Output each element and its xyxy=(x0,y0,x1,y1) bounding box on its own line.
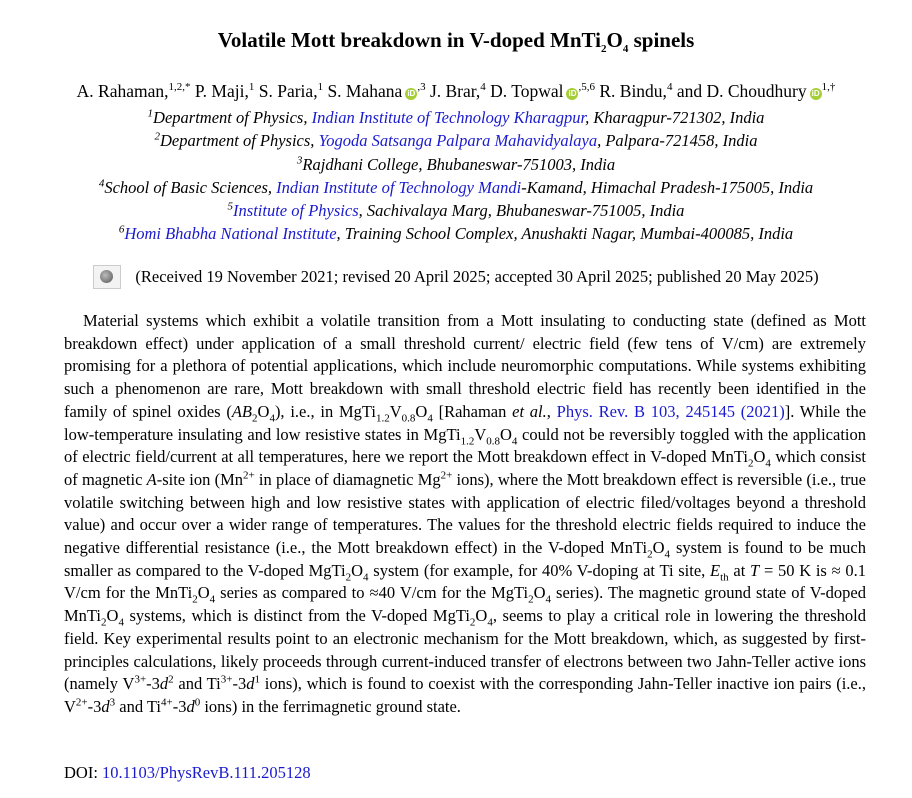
affiliation-link[interactable]: Homi Bhabha National Institute xyxy=(124,224,337,244)
affiliation: $^6$Homi Bhabha National Institute, Training School Complex, Anushakti Nagar, Mumbai-400085, India xyxy=(118,223,794,244)
affiliation-list xyxy=(0,106,912,246)
orcid-icon[interactable]: iD xyxy=(811,89,820,98)
author-list xyxy=(0,81,912,102)
author[interactable]: J. Brar,$^4$ xyxy=(429,81,486,101)
abstract: Material systems which exhibit a volatile transition from a Mott insulating to conducting state (defined as Mott breakdown effect) under application of a small threshold current/ electric field (few tens of V/cm) are extremely promising for a plethora of potential applications, which include neuromorphic computations. While systems exhibiting such a phenomenon are rare, Mott breakdown with small threshold electric field has recently been identified in the family of spinel oxides $(AB_2O_4)$, i.e., in $MgTi_{1.2}V_{0.8}O_4$ [Rahaman et al., Phys. Rev. B 103, 245145 (2021)]. While the low-temperature insulating and low resistive states in $MgTi_{1.2}V_{0.8}O_4$ could not be reversibly toggled with the application of electric field/current at all temperatures, here we report the Mott breakdown effect in V-doped $MnTi_2O_4$ which consist of magnetic A-site ion ($Mn^{2+}$ in place of diamagnetic $Mg^{2+}$ ions), where the Mott breakdown effect is reversible (i.e., true volatile switching between high and low resistive states with application of electric filed/voltages beyond a threshold value) and occur over a wider range of temperatures. The values for the threshold electric fields required to induce the negative differential resistance (i.e., the Mott breakdown effect) in the V-doped $MnTi_2O_4$ system is found to be much smaller as compared to the V-doped $MgTi_2O_4$ system (for example, for 40% V-doping at Ti site, $E_{th}$ at T = 50 K is ≈ 0.1 V/cm for the $MnTi_2O_4$ series as compared to ≈40 V/cm for the $MgTi_2O_4$ series). The magnetic ground state of V-doped $MnTi_2O_4$ systems, which is distinct from the V-doped $MgTi_2O_4$, seems to play a critical role in lowering the threshold field. Key experimental results point to an electronic mechanism for the Mott breakdown, which, as suggested by first-principles calculations, likely proceeds through current-induced transfer of electrons between two Jahn-Teller active ions (namely $V^{3+}-3d^2$ and $Ti^{3+}-3d^1$ ions), which is found to coexist with the corresponding Jahn-Teller inactive ion pairs (i.e., $V^{2+}-3d^3$ and $Ti^{4+}-3d^0$ ions) in the ferrimagnetic ground state. xyxy=(64,311,867,716)
affiliation: $^5$Institute of Physics, Sachivalaya Marg, Bhubaneswar-751005, India xyxy=(227,200,685,221)
author[interactable]: P. Maji,$^1$ xyxy=(194,81,255,101)
orcid-icon[interactable]: iD xyxy=(407,89,416,98)
affiliation-link[interactable]: Yogoda Satsanga Palpara Mahavidyalaya xyxy=(318,131,598,151)
affiliation-link[interactable]: Institute of Physics xyxy=(233,201,359,221)
crossmark-icon[interactable] xyxy=(93,265,121,289)
affiliation-link[interactable]: Indian Institute of Technology Kharagpur xyxy=(311,108,586,127)
affiliation-link[interactable]: Indian Institute of Technology Mandi xyxy=(276,177,522,197)
paper-title: Volatile Mott breakdown in V-doped $MnTi_2O_4$ spinels xyxy=(217,28,695,56)
doi-line: DOI: 10.1103/PhysRevB.111.205128 xyxy=(64,763,311,782)
affiliation: $^4$School of Basic Sciences, Indian Institute of Technology Mandi-Kamand, Himachal Pradesh-175005, India xyxy=(98,177,814,197)
publication-history xyxy=(0,265,912,294)
affiliation: $^1$Department of Physics, Indian Institute of Technology Kharagpur, Kharagpur-721302, India xyxy=(147,107,765,127)
author[interactable]: S. Mahana $iD^{,3}$ xyxy=(327,81,426,101)
doi-link[interactable]: 10.1103/PhysRevB.111.205128 xyxy=(102,763,311,782)
author[interactable]: D. Topwal $iD^{,5,6}$ xyxy=(490,81,595,101)
author[interactable]: S. Paria,$^1$ xyxy=(258,81,324,101)
orcid-icon[interactable]: iD xyxy=(568,89,577,98)
author[interactable]: R. Bindu,$^4$ xyxy=(599,81,673,101)
author[interactable]: A. Rahaman,$^{1,2,*}$ xyxy=(76,81,191,101)
author[interactable]: and D. Choudhury $iD^{1,\dagger}$ xyxy=(676,81,836,101)
reference-link[interactable]: Phys. Rev. B 103, 245145 (2021) xyxy=(556,401,785,421)
affiliation: $^3$Rajdhani College, Bhubaneswar-751003, India xyxy=(296,154,616,174)
affiliation: $^2$Department of Physics, Yogoda Satsanga Palpara Mahavidyalaya, Palpara-721458, India xyxy=(154,130,758,151)
dates-text: (Received 19 November 2021; revised 20 April 2025; accepted 30 April 2025; published 20 May 2025) xyxy=(135,267,819,286)
